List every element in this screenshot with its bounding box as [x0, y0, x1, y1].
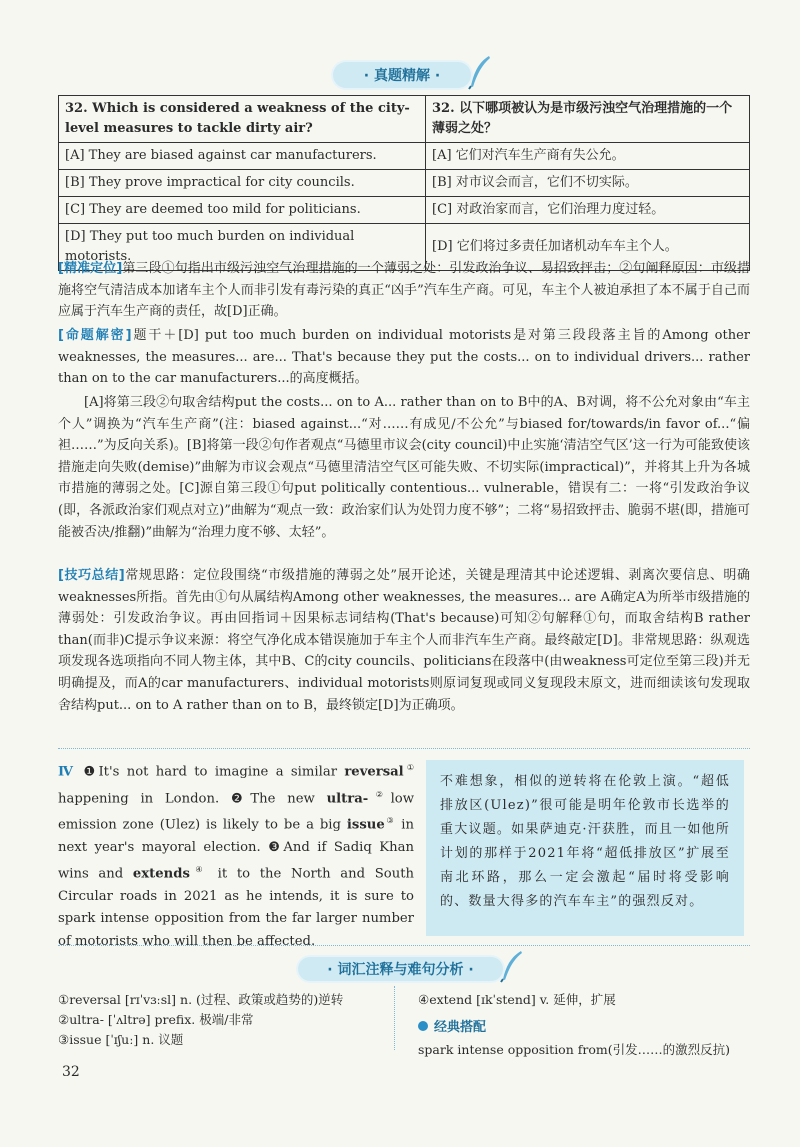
- divider: [58, 748, 750, 749]
- option-d-en: [D] They put too much burden on individual motorists.: [59, 224, 426, 271]
- vocab-banner-title: · 词汇注释与难句分析 ·: [327, 962, 474, 978]
- sentence-number: ❸: [268, 840, 284, 856]
- passage-fragment: low emission zone (Ulez) is likely to be a big: [58, 791, 415, 833]
- passage-fragment: It's not hard to imagine a similar: [98, 764, 345, 780]
- locate-tag: [精准定位]: [58, 261, 123, 276]
- skill-paragraph: [58, 565, 750, 716]
- locate-paragraph: [58, 258, 750, 323]
- option-d-zh: [D] 它们将过多责任加诸机动车车主个人。: [426, 224, 750, 271]
- note-marker: ①: [403, 763, 415, 772]
- note-marker: ②: [368, 789, 391, 799]
- vocab-word: ultra-: [326, 791, 369, 807]
- vocab-word: reversal: [344, 764, 404, 780]
- skill-text: 常规思路：定位段围绕“市级措施的薄弱之处”展开论述，关键是理清其中论述逻辑、剥离次要信息、明确weaknesses所指。首先由①句从属结构Among other weaknesses, the measures... are A确定A为所举市级措施的薄弱处：引发政治争议。再由回指词＋因果标志词结构(That's because)可知②句解释①句，而取舍结构B rather than(而非)C提示争议来源：将空气净化成本错误施加于车主个人而非汽车生产商。最终敲定[D]。非常规思路：纵观选项发现各选项指向不同人物主体，其中B、C的city councils、politicians在段落中(由weakness可定位至第三段)并无明确提及，而A的car manufacturers、individual motorists则原词复现或同义复现段末原文，进而细读该句发现取舍结构put... on to A rather than on to B，最终锁定[D]为正确项。: [58, 568, 750, 713]
- passage-fragment: And if Sadiq Khan wins and: [58, 840, 414, 882]
- passage-fragment: in next year's mayoral election.: [58, 817, 415, 856]
- translation-box: [426, 760, 744, 936]
- sentence-number: ❷: [230, 791, 251, 807]
- option-row: [59, 143, 750, 170]
- passage-text: [58, 757, 414, 953]
- note-marker: ③: [384, 816, 396, 826]
- collocation-heading-text: 经典搭配: [434, 1020, 487, 1035]
- note-marker: ④: [189, 865, 208, 875]
- decode-paragraph: [58, 325, 750, 390]
- passage-number: Ⅳ: [58, 764, 77, 780]
- decode-text: 题干＋[D] put too much burden on individual motorists是对第三段段落主旨的Among other weaknesses, the measures... are... That's because they put the costs... on to individual drivers... rather than on to the car manufacturers...的高度概括。: [58, 328, 750, 387]
- passage-fragment: it to the North and South Circular roads in 2021 as he intends, it is sure to spark intense opposition from the far larger number of motorists who will then be affected.: [58, 866, 414, 949]
- quill-icon: [499, 949, 525, 983]
- question-row: [59, 96, 750, 143]
- skill-tag: [技巧总结]: [58, 568, 125, 583]
- vocab-entry: ②ultra- [ˈʌltrə] prefix. 极端/非常: [58, 1012, 254, 1027]
- page-number: 32: [62, 1064, 80, 1080]
- bullet-icon: [418, 1021, 428, 1031]
- locate-text: 第三段①句指出市级污浊空气治理措施的一个薄弱之处：引发政治争议、易招致抨击；②句阐释原因：市级措施将空气清洁成本加诸车主个人而非引发有毒污染的真正“凶手”汽车生产商。可见，车主个人被迫承担了本不属于自己而应属于汽车生产商的责任，故[D]正确。: [58, 261, 750, 320]
- collocation-heading: [418, 1016, 486, 1035]
- vocab-entry: ①reversal [rɪˈvɜːsl] n. (过程、政策或趋势的)逆转: [58, 992, 344, 1007]
- question-en: 32. Which is considered a weakness of the city-level measures to tackle dirty air?: [59, 96, 426, 143]
- option-c-en: [C] They are deemed too mild for politicians.: [59, 197, 426, 224]
- section-banner: [333, 62, 471, 88]
- vocab-entry: ③issue [ˈɪʃuː] n. 议题: [58, 1032, 184, 1047]
- vocab-banner: [298, 957, 503, 981]
- question-zh: 32. 以下哪项被认为是市级污浊空气治理措施的一个薄弱之处？: [426, 96, 750, 143]
- quill-icon: [467, 54, 493, 90]
- option-a-en: [A] They are biased against car manufacturers.: [59, 143, 426, 170]
- option-b-en: [B] They prove impractical for city councils.: [59, 170, 426, 197]
- question-table: [58, 95, 750, 271]
- decode-tag: [命题解密]: [58, 328, 132, 343]
- sentence-number: ❶: [83, 764, 99, 780]
- passage-fragment: The new: [250, 791, 327, 807]
- vocab-word: extends: [132, 866, 190, 882]
- options-text: [A]将第三段②句取舍结构put the costs... on to A... rather than on to B中的A、B对调，将不公允对象由“车主个人”调换为“汽车生产商”(注：biased against...“对……有成见/不公允”与biased for/towards/in favor of...“偏袒……”为反向关系)。[B]将第一段②句作者观点“马德里市议会(city council)中止实施‘清洁空气区’这一行为可能致使该措施走向失败(demise)”曲解为市议会观点“马德里清洁空气区可能失败、不切实际(impractical)”，并将其上升为各城市措施的薄弱之处。[C]源自第三段①句put politically contentious... vulnerable，错误有二：一将“引发政治争议(即，各派政治家们观点对立)”曲解为“观点一致：政治家们认为处罚力度不够”；二将“易招致抨击、脆弱不堪(即，措施可能被否决/推翻)”曲解为“治理力度不够、太轻”。: [58, 395, 750, 540]
- section-banner-title: · 真题精解 ·: [363, 68, 441, 84]
- vocab-divider: [394, 986, 395, 1050]
- option-a-zh: [A] 它们对汽车生产商有失公允。: [426, 143, 750, 170]
- vocab-word: issue: [346, 817, 385, 833]
- option-b-zh: [B] 对市议会而言，它们不切实际。: [426, 170, 750, 197]
- option-c-zh: [C] 对政治家而言，它们治理力度过轻。: [426, 197, 750, 224]
- option-row: [59, 197, 750, 224]
- collocation-entry: spark intense opposition from(引发……的激烈反抗): [418, 1042, 730, 1057]
- option-row: [59, 170, 750, 197]
- vocab-entry: ④extend [ɪkˈstend] v. 延伸，扩展: [418, 992, 616, 1007]
- passage-fragment: happening in London.: [58, 791, 231, 807]
- translation-text: 不难想象，相似的逆转将在伦敦上演。“超低排放区(Ulez)”很可能是明年伦敦市长选举的重大议题。如果萨迪克·汗获胜，而且一如他所计划的那样于2021年将“超低排放区”扩展至南北环路，那么一定会激起“届时将受影响的、数量大得多的汽车车主”的强烈反对。: [440, 774, 730, 909]
- divider: [58, 945, 750, 946]
- options-paragraph: [58, 392, 750, 543]
